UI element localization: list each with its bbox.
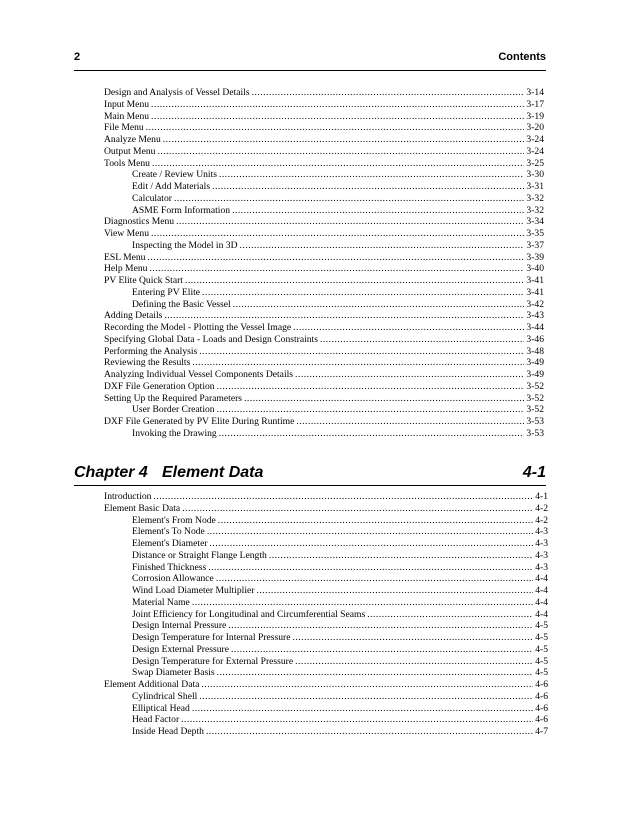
running-title: Contents bbox=[498, 51, 546, 63]
dot-leader bbox=[192, 357, 524, 369]
toc-entry-title: Output Menu bbox=[104, 145, 156, 157]
toc-entry-page: 4-6 bbox=[535, 679, 548, 690]
dot-leader bbox=[152, 158, 524, 170]
dot-leader bbox=[295, 656, 533, 668]
toc-entry[interactable] bbox=[104, 526, 548, 538]
dot-leader bbox=[164, 310, 524, 322]
page-number: 2 bbox=[74, 51, 81, 63]
toc-entry-title: Tools Menu bbox=[104, 157, 150, 169]
toc-entry-title: Design and Analysis of Vessel Details bbox=[104, 87, 250, 98]
toc-entry-title: Create / Review Units bbox=[132, 169, 217, 181]
toc-entry-page: 3-44 bbox=[526, 322, 544, 333]
dot-leader bbox=[219, 169, 524, 181]
toc-entry-title: Recording the Model - Plotting the Vessel Image bbox=[104, 322, 292, 333]
toc-entry-title: Entering PV Elite bbox=[132, 286, 201, 298]
toc-entry[interactable] bbox=[104, 111, 544, 123]
toc-entry[interactable] bbox=[104, 656, 548, 668]
toc-entry-title: Analyzing Individual Vessel Components Details bbox=[104, 369, 294, 380]
toc-entry-page: 3-52 bbox=[526, 380, 544, 392]
toc-entry[interactable] bbox=[104, 369, 544, 381]
toc-entry[interactable] bbox=[104, 346, 544, 358]
toc-entry-title: Performing the Analysis bbox=[104, 345, 198, 357]
toc-entry-title: File Menu bbox=[104, 122, 144, 134]
toc-entry-page: 3-46 bbox=[526, 333, 544, 345]
toc-entry-title: Finished Thickness bbox=[132, 561, 207, 573]
toc-entry-title: Calculator bbox=[132, 192, 172, 204]
dot-leader bbox=[192, 597, 533, 609]
chapter-title: Element Data bbox=[162, 464, 264, 481]
dot-leader bbox=[232, 205, 524, 217]
toc-entry-title: Setting Up the Required Parameters bbox=[104, 392, 243, 404]
dot-leader bbox=[296, 416, 524, 428]
toc-entry[interactable] bbox=[104, 428, 544, 440]
toc-entry-page: 3-32 bbox=[526, 192, 544, 204]
dot-leader bbox=[210, 538, 534, 550]
dot-leader bbox=[293, 322, 524, 334]
toc-entry-page: 4-5 bbox=[535, 655, 548, 667]
toc-entry[interactable] bbox=[104, 515, 548, 527]
chapter-heading bbox=[74, 464, 546, 486]
toc-section-chapter-4 bbox=[104, 491, 548, 738]
toc-entry[interactable] bbox=[104, 679, 548, 691]
chapter-page: 4-1 bbox=[522, 464, 546, 481]
dot-leader bbox=[256, 585, 533, 597]
toc-entry[interactable] bbox=[104, 287, 544, 299]
toc-entry[interactable] bbox=[104, 134, 544, 146]
toc-entry-page: 4-4 bbox=[535, 596, 548, 608]
toc-entry-title: User Border Creation bbox=[132, 404, 215, 416]
toc-entry-title: Element's Diameter bbox=[132, 538, 208, 549]
toc-entry-title: Adding Details bbox=[104, 310, 163, 322]
chapter-label: Chapter 4 bbox=[74, 464, 148, 481]
toc-entry[interactable] bbox=[104, 609, 548, 621]
dot-leader bbox=[153, 491, 533, 503]
toc-entry-page: 3-24 bbox=[526, 134, 544, 145]
toc-entry[interactable] bbox=[104, 181, 544, 193]
toc-entry[interactable] bbox=[104, 393, 544, 405]
running-header bbox=[74, 51, 546, 67]
toc-entry-page: 3-40 bbox=[526, 263, 544, 275]
toc-entry[interactable] bbox=[104, 550, 548, 562]
toc-entry[interactable] bbox=[104, 597, 548, 609]
toc-entry[interactable] bbox=[104, 585, 548, 597]
toc-section-chapter-3 bbox=[104, 87, 544, 440]
toc-entry-page: 4-2 bbox=[535, 514, 548, 526]
toc-entry[interactable] bbox=[104, 87, 544, 99]
toc-entry-page: 3-41 bbox=[526, 286, 544, 298]
toc-entry-page: 4-5 bbox=[535, 667, 548, 679]
toc-entry[interactable] bbox=[104, 620, 548, 632]
toc-entry-page: 4-5 bbox=[535, 620, 548, 632]
toc-entry[interactable] bbox=[104, 726, 548, 738]
toc-entry-page: 4-3 bbox=[535, 526, 548, 538]
toc-entry-title: Defining the Basic Vessel bbox=[132, 298, 231, 310]
toc-entry-page: 4-6 bbox=[535, 702, 548, 714]
toc-entry[interactable] bbox=[104, 667, 548, 679]
toc-entry[interactable] bbox=[104, 691, 548, 703]
dot-leader bbox=[201, 679, 533, 691]
toc-entry[interactable] bbox=[104, 416, 544, 428]
toc-entry[interactable] bbox=[104, 334, 544, 346]
toc-entry[interactable] bbox=[104, 228, 544, 240]
toc-entry-title: View Menu bbox=[104, 228, 149, 239]
toc-entry[interactable] bbox=[104, 322, 544, 334]
toc-entry[interactable] bbox=[104, 644, 548, 656]
toc-entry[interactable] bbox=[104, 404, 544, 416]
toc-entry-title: ASME Form Information bbox=[132, 204, 231, 216]
toc-entry-title: Distance or Straight Flange Length bbox=[132, 549, 267, 561]
toc-entry[interactable] bbox=[104, 263, 544, 275]
toc-entry-title: Swap Diameter Basis bbox=[132, 667, 215, 679]
toc-entry-title: Head Factor bbox=[132, 714, 180, 726]
toc-entry-page: 4-6 bbox=[535, 714, 548, 726]
dot-leader bbox=[185, 275, 524, 287]
toc-entry[interactable] bbox=[104, 632, 548, 644]
dot-leader bbox=[163, 134, 525, 146]
dot-leader bbox=[233, 299, 525, 311]
dot-leader bbox=[151, 228, 524, 240]
toc-entry-title: Element Basic Data bbox=[104, 502, 181, 514]
toc-entry-title: Inside Head Depth bbox=[132, 726, 204, 737]
toc-entry-title: Inspecting the Model in 3D bbox=[132, 239, 238, 251]
dot-leader bbox=[244, 393, 524, 405]
toc-entry-page: 3-24 bbox=[526, 145, 544, 157]
toc-entry-page: 3-17 bbox=[526, 98, 544, 110]
toc-entry[interactable] bbox=[104, 310, 544, 322]
toc-entry-page: 3-48 bbox=[526, 345, 544, 357]
toc-entry-title: Main Menu bbox=[104, 110, 150, 122]
toc-entry[interactable] bbox=[104, 703, 548, 715]
toc-entry-page: 4-4 bbox=[535, 608, 548, 620]
dot-leader bbox=[151, 99, 524, 111]
dot-leader bbox=[320, 334, 524, 346]
toc-entry[interactable] bbox=[104, 357, 544, 369]
toc-entry-page: 4-3 bbox=[535, 549, 548, 561]
toc-entry-title: Introduction bbox=[104, 491, 152, 502]
dot-leader bbox=[252, 87, 525, 99]
dot-leader bbox=[182, 503, 533, 515]
dot-leader bbox=[217, 667, 534, 679]
dot-leader bbox=[231, 644, 533, 656]
toc-entry-page: 3-39 bbox=[526, 251, 544, 263]
dot-leader bbox=[202, 287, 524, 299]
toc-entry-title: ESL Menu bbox=[104, 251, 146, 263]
toc-entry-title: Input Menu bbox=[104, 98, 150, 110]
dot-leader bbox=[367, 609, 533, 621]
toc-entry-page: 3-20 bbox=[526, 122, 544, 134]
toc-entry-page: 3-53 bbox=[526, 427, 544, 439]
toc-entry[interactable] bbox=[104, 169, 544, 181]
toc-entry-page: 3-42 bbox=[526, 298, 544, 310]
toc-entry[interactable] bbox=[104, 381, 544, 393]
toc-entry-page: 3-52 bbox=[526, 392, 544, 404]
toc-entry-page: 3-34 bbox=[526, 216, 544, 228]
toc-entry[interactable] bbox=[104, 491, 548, 503]
toc-entry[interactable] bbox=[104, 562, 548, 574]
dot-leader bbox=[206, 726, 533, 738]
dot-leader bbox=[151, 111, 524, 123]
toc-entry[interactable] bbox=[104, 538, 548, 550]
toc-entry-title: Element's From Node bbox=[132, 514, 216, 526]
toc-entry[interactable] bbox=[104, 99, 544, 111]
toc-entry[interactable] bbox=[104, 193, 544, 205]
toc-entry-title: Specifying Global Data - Loads and Design Constraints bbox=[104, 333, 318, 345]
toc-entry-title: Analyze Menu bbox=[104, 134, 161, 145]
dot-leader bbox=[269, 550, 533, 562]
toc-entry-page: 3-52 bbox=[526, 404, 544, 416]
chapter-rule bbox=[74, 485, 546, 486]
dot-leader bbox=[181, 714, 533, 726]
toc-entry-title: Cylindrical Shell bbox=[132, 690, 198, 702]
dot-leader bbox=[149, 263, 524, 275]
toc-entry-title: Wind Load Diameter Multiplier bbox=[132, 585, 255, 596]
toc-entry[interactable] bbox=[104, 146, 544, 158]
toc-entry-page: 4-5 bbox=[535, 643, 548, 655]
toc-entry-title: Design Temperature for Internal Pressure bbox=[132, 632, 291, 643]
header-rule bbox=[74, 70, 546, 71]
dot-leader bbox=[147, 252, 524, 264]
toc-entry-page: 4-4 bbox=[535, 573, 548, 585]
dot-leader bbox=[240, 240, 525, 252]
toc-entry-title: PV Elite Quick Start bbox=[104, 275, 183, 286]
toc-entry-page: 3-43 bbox=[526, 310, 544, 322]
toc-entry-page: 3-35 bbox=[526, 228, 544, 239]
toc-entry[interactable] bbox=[104, 503, 548, 515]
toc-entry-page: 4-5 bbox=[535, 632, 548, 643]
toc-entry-title: Help Menu bbox=[104, 263, 148, 275]
toc-entry-page: 4-7 bbox=[535, 726, 548, 737]
toc-entry[interactable] bbox=[104, 205, 544, 217]
toc-entry-title: Corrosion Allowance bbox=[132, 573, 214, 585]
dot-leader bbox=[228, 620, 533, 632]
toc-entry[interactable] bbox=[104, 299, 544, 311]
dot-leader bbox=[192, 703, 533, 715]
toc-entry-title: Invoking the Drawing bbox=[132, 427, 217, 439]
toc-entry-page: 3-37 bbox=[526, 239, 544, 251]
toc-entry-page: 3-31 bbox=[526, 181, 544, 192]
toc-entry-title: DXF File Generation Option bbox=[104, 380, 215, 392]
toc-entry[interactable] bbox=[104, 240, 544, 252]
toc-entry-page: 3-19 bbox=[526, 110, 544, 122]
dot-leader bbox=[216, 573, 533, 585]
toc-entry[interactable] bbox=[104, 714, 548, 726]
toc-entry-page: 4-3 bbox=[535, 538, 548, 549]
dot-leader bbox=[295, 369, 524, 381]
toc-entry-page: 3-14 bbox=[526, 87, 544, 98]
toc-entry-title: Design External Pressure bbox=[132, 643, 229, 655]
dot-leader bbox=[157, 146, 524, 158]
dot-leader bbox=[217, 381, 525, 393]
toc-entry-page: 3-30 bbox=[526, 169, 544, 181]
toc-entry-title: Reviewing the Results bbox=[104, 357, 191, 369]
toc-entry[interactable] bbox=[104, 122, 544, 134]
toc-entry-page: 4-2 bbox=[535, 502, 548, 514]
dot-leader bbox=[217, 404, 525, 416]
toc-entry[interactable] bbox=[104, 216, 544, 228]
dot-leader bbox=[218, 515, 533, 527]
toc-entry-page: 3-49 bbox=[526, 357, 544, 369]
toc-entry-page: 3-25 bbox=[526, 157, 544, 169]
toc-entry-page: 4-6 bbox=[535, 690, 548, 702]
toc-entry[interactable] bbox=[104, 573, 548, 585]
dot-leader bbox=[292, 632, 533, 644]
toc-entry-page: 3-53 bbox=[526, 416, 544, 427]
dot-leader bbox=[208, 562, 533, 574]
toc-entry-title: Diagnostics Menu bbox=[104, 216, 175, 228]
dot-leader bbox=[212, 181, 524, 193]
toc-entry-title: Element's To Node bbox=[132, 526, 205, 538]
toc-entry-title: Joint Efficiency for Longitudinal and Circumferential Seams bbox=[132, 608, 366, 620]
toc-entry-title: Design Internal Pressure bbox=[132, 620, 227, 632]
toc-entry-page: 3-41 bbox=[526, 275, 544, 286]
dot-leader bbox=[199, 346, 524, 358]
dot-leader bbox=[146, 122, 525, 134]
toc-entry-title: Elliptical Head bbox=[132, 702, 190, 714]
dot-leader bbox=[174, 193, 524, 205]
toc-entry-title: Edit / Add Materials bbox=[132, 181, 211, 192]
toc-entry[interactable] bbox=[104, 275, 544, 287]
toc-entry-page: 4-1 bbox=[535, 491, 548, 502]
toc-entry-page: 3-49 bbox=[526, 369, 544, 380]
dot-leader bbox=[207, 526, 533, 538]
toc-entry[interactable] bbox=[104, 158, 544, 170]
toc-entry-title: Element Additional Data bbox=[104, 679, 200, 690]
toc-entry-page: 4-4 bbox=[535, 585, 548, 596]
toc-entry-page: 4-3 bbox=[535, 561, 548, 573]
dot-leader bbox=[219, 428, 525, 440]
toc-entry-title: DXF File Generated by PV Elite During Runtime bbox=[104, 416, 295, 427]
dot-leader bbox=[199, 691, 533, 703]
dot-leader bbox=[176, 216, 524, 228]
toc-entry-page: 3-32 bbox=[526, 204, 544, 216]
toc-entry-title: Material Name bbox=[132, 596, 190, 608]
toc-entry[interactable] bbox=[104, 252, 544, 264]
toc-entry-title: Design Temperature for External Pressure bbox=[132, 655, 294, 667]
